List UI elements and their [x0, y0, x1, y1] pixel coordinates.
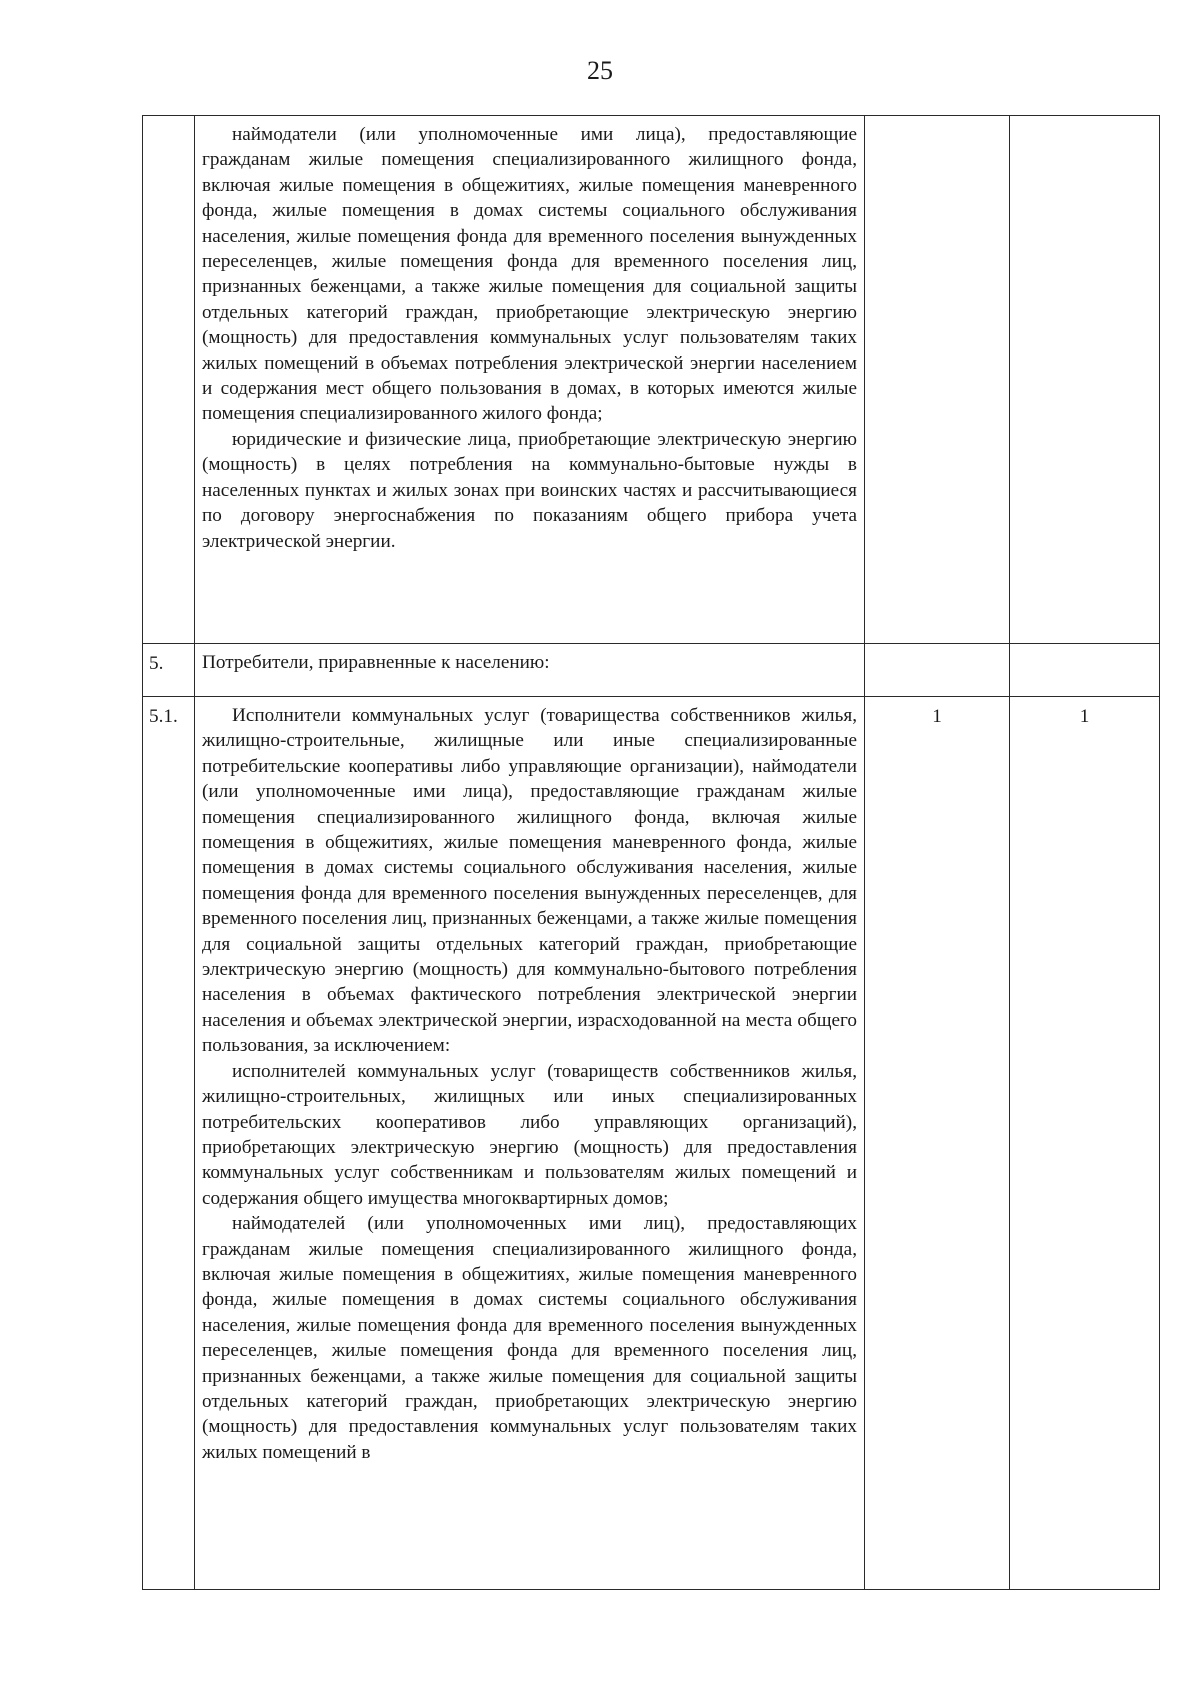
- paragraph: наймодатели (или уполномоченные ими лица), предоставляющие гражданам жилые помещения специализированного жилищного фонда, включая жилые помещения в общежитиях, жилые помещения маневренного фонда, жилые помещения в домах системы социального обслуживания населения, жилые помещения фонда для временного поселения вынужденных переселенцев, жилые помещения фонда для временного поселения лиц, признанных беженцами, а также жилые помещения для социальной защиты отдельных категорий граждан, приобретающие электрическую энергию (мощность) для предоставления коммунальных услуг пользователям таких жилых помещений в объемах потребления электрической энергии населением и содержания мест общего пользования в домах, в которых имеются жилые помещения специализированного жилого фонда;: [202, 124, 857, 425]
- table-row-continued: [143, 116, 1160, 644]
- value-cell-1: [865, 116, 1010, 644]
- page-number: 25: [587, 56, 613, 85]
- value-cell-2: [1010, 116, 1160, 644]
- value-cell-2: [1010, 644, 1160, 697]
- paragraph: Потребители, приравненные к населению:: [202, 652, 550, 673]
- row-description-cell: [195, 116, 865, 644]
- row-description-cell: [195, 644, 865, 697]
- value-cell-1: 1: [865, 697, 1010, 1590]
- table-row-5: [143, 644, 1160, 697]
- row-description-cell: [195, 697, 865, 1590]
- row-number-cell: 5.1.: [143, 697, 195, 1590]
- paragraph: Исполнители коммунальных услуг (товарищества собственников жилья, жилищно-строительные, жилищные или иные специализированные потребительские кооперативы либо управляющие организации), наймодатели (или уполномоченные ими лица), предоставляющие гражданам жилые помещения специализированного жилищного фонда, включая жилые помещения в общежитиях, жилые помещения маневренного фонда, жилые помещения в домах системы социального обслуживания населения, жилые помещения фонда для временного поселения вынужденных переселенцев, для временного поселения лиц, признанных беженцами, а также жилые помещения для социальной защиты отдельных категорий граждан, приобретающие электрическую энергию (мощность) для коммунально-бытового потребления населения в объемах фактического потребления электрической энергии населения и объемах электрической энергии, израсходованной на места общего пользования, за исключением:: [202, 705, 857, 1057]
- tariff-table: [142, 115, 1160, 1590]
- table-row-5-1: [143, 697, 1160, 1590]
- paragraph: исполнителей коммунальных услуг (товариществ собственников жилья, жилищно-строительных, жилищных или иных специализированных потребительских кооперативов либо управляющих организаций), приобретающих электрическую энергию (мощность) для предоставления коммунальных услуг собственникам и пользователям жилых помещений и содержания общего имущества многоквартирных домов;: [202, 1060, 857, 1209]
- value-cell-1: [865, 644, 1010, 697]
- value-cell-2: 1: [1010, 697, 1160, 1590]
- paragraph: наймодателей (или уполномоченных ими лиц), предоставляющих гражданам жилые помещения специализированного жилищного фонда, включая жилые помещения в общежитиях, жилые помещения маневренного фонда, жилые помещения в домах системы социального обслуживания населения, жилые помещения фонда для временного поселения вынужденных переселенцев, жилые помещения фонда для временного поселения лиц, признанных беженцами, а также жилые помещения для социальной защиты отдельных категорий граждан, приобретающих электрическую энергию (мощность) для предоставления коммунальных услуг пользователям таких жилых помещений в: [202, 1213, 857, 1463]
- row-number-cell: 5.: [143, 644, 195, 697]
- row-number-cell: [143, 116, 195, 644]
- paragraph: юридические и физические лица, приобретающие электрическую энергию (мощность) в целях потребления на коммунально-бытовые нужды в населенных пунктах и жилых зонах при воинских частях и рассчитывающиеся по договору энергоснабжения по показаниям общего прибора учета электрической энергии.: [202, 428, 857, 552]
